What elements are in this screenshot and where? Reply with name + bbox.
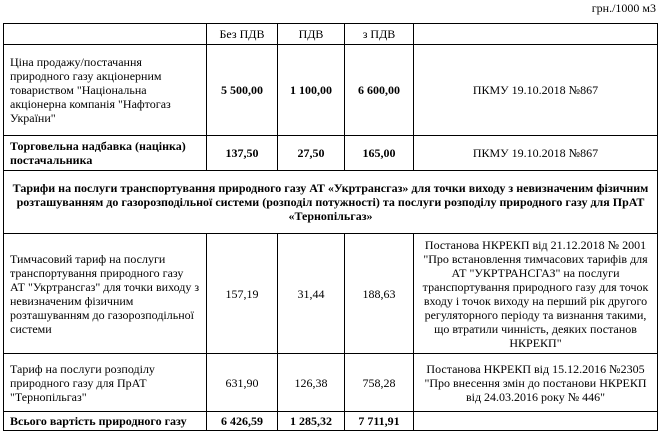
total-vat: 1 285,32 xyxy=(278,412,345,431)
total-label: Всього вартість природного газу xyxy=(4,412,207,431)
header-row xyxy=(4,24,658,45)
row-basis: Постанова НКРЕКП від 15.12.2016 №2305 "Про внесення змін до постанови НКРЕКП від 24.03.2016 року № 446" xyxy=(414,354,658,412)
table-row xyxy=(4,45,658,136)
gas-price-table xyxy=(3,23,658,431)
table-row xyxy=(4,136,658,171)
row-no-vat: 157,19 xyxy=(207,234,278,354)
row-label: Тариф на послуги розподілу природного газу для ПрАТ "Тернопільгаз" xyxy=(4,354,207,412)
row-with-vat: 6 600,00 xyxy=(345,45,414,136)
row-vat: 1 100,00 xyxy=(278,45,345,136)
row-vat: 27,50 xyxy=(278,136,345,171)
row-label: Тимчасовий тариф на послуги транспортування природного газу АТ "Укртрансгаз" для точки виходу з невизначеним фізичним розташуванням до газорозподільної системи xyxy=(4,234,207,354)
total-basis xyxy=(414,412,658,431)
row-no-vat: 5 500,00 xyxy=(207,45,278,136)
header-vat: ПДВ xyxy=(278,24,345,45)
section-title: Тарифи на послуги транспортування природного газу АТ «Укртрансгаз» для точки виходу з невизначеним фізичним розташуванням до газорозподільної системи (розподіл потужності) та послуги розподілу природного газу для ПрАТ «Тернопільгаз» xyxy=(4,171,658,234)
table-row xyxy=(4,354,658,412)
total-no-vat: 6 426,59 xyxy=(207,412,278,431)
row-no-vat: 137,50 xyxy=(207,136,278,171)
total-with-vat: 7 711,91 xyxy=(345,412,414,431)
row-with-vat: 758,28 xyxy=(345,354,414,412)
row-basis: Постанова НКРЕКП від 21.12.2018 № 2001 "Про встановлення тимчасових тарифів для АТ "УКРТРАНСГАЗ" на послуги транспортування природного газу для точок входу і точок виходу на перший рік другого регуляторного періоду та визнання такими, що втратили чинність, деяких постанов НКРЕКП" xyxy=(414,234,658,354)
total-row xyxy=(4,412,658,431)
unit-label: грн./1000 м3 xyxy=(591,1,656,15)
row-with-vat: 188,63 xyxy=(345,234,414,354)
header-no-vat: Без ПДВ xyxy=(207,24,278,45)
header-label xyxy=(4,24,207,45)
header-basis xyxy=(414,24,658,45)
row-basis: ПКМУ 19.10.2018 №867 xyxy=(414,45,658,136)
row-label: Ціна продажу/постачання природного газу акціонерним товариством "Національна акціонерна компанія "Нафтогаз України" xyxy=(4,45,207,136)
row-vat: 126,38 xyxy=(278,354,345,412)
row-with-vat: 165,00 xyxy=(345,136,414,171)
header-with-vat: з ПДВ xyxy=(345,24,414,45)
section-row xyxy=(4,171,658,234)
table-row xyxy=(4,234,658,354)
row-label: Торговельна надбавка (націнка) постачальника xyxy=(4,136,207,171)
row-basis: ПКМУ 19.10.2018 №867 xyxy=(414,136,658,171)
row-vat: 31,44 xyxy=(278,234,345,354)
row-no-vat: 631,90 xyxy=(207,354,278,412)
